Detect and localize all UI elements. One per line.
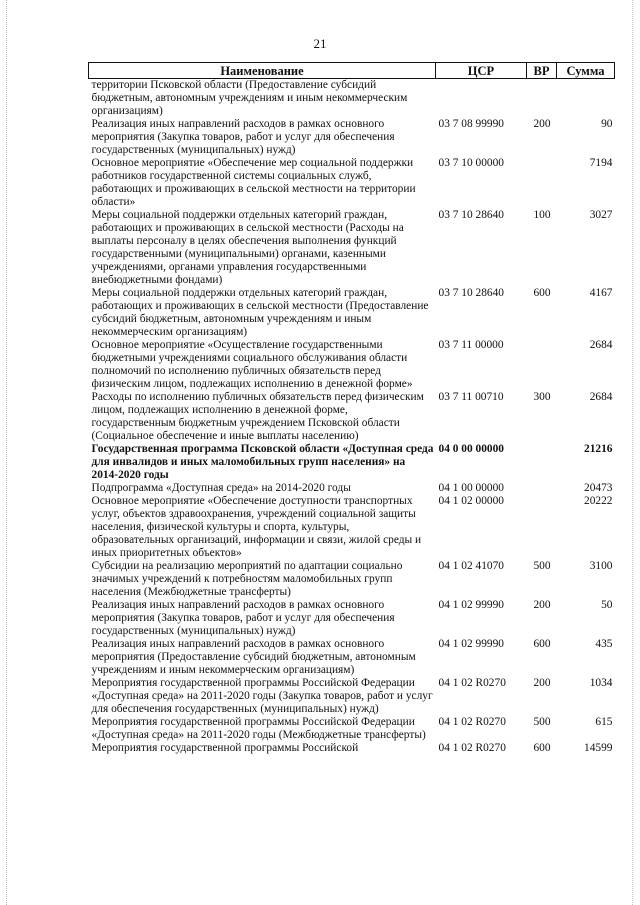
cell-sum: 2684 — [589, 391, 613, 403]
cell-csr: 03 7 08 99990 — [438, 118, 504, 130]
cell-csr: 04 1 02 R0270 — [438, 716, 506, 728]
cell-csr: 03 7 11 00710 — [438, 391, 504, 403]
cell-sum: 3100 — [589, 560, 613, 572]
cell-sum: 20222 — [584, 495, 613, 507]
table-row — [89, 287, 615, 339]
header-row — [89, 63, 615, 79]
cell-name: Расходы по исполнению публичных обязательств перед физическим лицом, подлежащих исполнению в денежной форме, государственным бюджетным учреждением Псковской области (Социальное обеспечение и иные выплаты населению) — [91, 391, 424, 442]
table-row — [89, 677, 615, 716]
cell-name: территории Псковской области (Предоставление субсидий бюджетным, автономным учреждениям и иным некоммерческим организациям) — [91, 79, 408, 117]
cell-name: Меры социальной поддержки отдельных категорий граждан, работающих и проживающих в сельской местности (Расходы на выплаты персоналу в целях обеспечения выполнения функций государственными (муниципальными) органами, казенными учреждениями, органами управления государственными внебюджетными фондами) — [91, 209, 404, 286]
table-row — [89, 209, 615, 287]
cell-csr: 04 1 02 99990 — [438, 599, 504, 611]
cell-sum: 90 — [601, 118, 613, 130]
cell-name: Подпрограмма «Доступная среда» на 2014-2020 годы — [91, 482, 351, 494]
cell-sum: 50 — [601, 599, 613, 611]
table-row — [89, 599, 615, 638]
table-row — [89, 638, 615, 677]
cell-csr: 03 7 10 00000 — [438, 157, 504, 169]
cell-vr — [527, 79, 557, 119]
cell-csr — [436, 79, 527, 119]
cell-csr: 04 0 00 00000 — [438, 443, 504, 455]
cell-name: Реализация иных направлений расходов в рамках основного мероприятия (Закупка товаров, работ и услуг для обеспечения государственных (муниципальных) нужд) — [91, 118, 395, 156]
cell-name: Мероприятия государственной программы Российской — [91, 742, 359, 754]
cell-sum: 435 — [595, 638, 613, 650]
cell-name: Основное мероприятие «Обеспечение доступности транспортных услуг, объектов здравоохранения, учреждений социальной защиты населения, физической культуры и спорта, культуры, образовательных организаций, информации и связи, жилой среды и иных приоритетных объектов» — [91, 495, 422, 559]
cell-vr: 500 — [533, 560, 551, 572]
cell-vr: 200 — [533, 677, 551, 689]
table-row — [89, 482, 615, 495]
cell-csr: 04 1 02 41070 — [438, 560, 504, 572]
table-row — [89, 391, 615, 443]
cell-vr: 600 — [533, 742, 551, 754]
table-row — [89, 716, 615, 742]
cell-sum: 20473 — [584, 482, 613, 494]
cell-vr — [527, 443, 557, 482]
page-edge-left — [6, 0, 8, 905]
cell-sum: 21216 — [584, 443, 613, 455]
table-row — [89, 443, 615, 482]
cell-vr: 500 — [533, 716, 551, 728]
cell-sum: 4167 — [589, 287, 613, 299]
table-row — [89, 157, 615, 209]
cell-sum: 14599 — [584, 742, 613, 754]
header-vr: ВР — [527, 63, 557, 79]
cell-csr: 04 1 02 99990 — [438, 638, 504, 650]
cell-vr — [527, 482, 557, 495]
cell-sum: 2684 — [589, 339, 613, 351]
cell-vr: 600 — [533, 638, 551, 650]
table-row — [89, 118, 615, 157]
cell-sum: 615 — [595, 716, 613, 728]
cell-csr: 03 7 11 00000 — [438, 339, 504, 351]
cell-vr: 200 — [533, 118, 551, 130]
cell-name: Реализация иных направлений расходов в рамках основного мероприятия (Закупка товаров, работ и услуг для обеспечения государственных (муниципальных) нужд) — [91, 599, 395, 637]
budget-table — [88, 62, 615, 755]
cell-csr: 03 7 10 28640 — [438, 287, 504, 299]
table-row — [89, 495, 615, 560]
cell-name: Меры социальной поддержки отдельных категорий граждан, работающих и проживающих в сельской местности (Предоставление субсидий бюджетным, автономным учреждениям и иным некоммерческим организациям) — [91, 287, 429, 338]
cell-name: Основное мероприятие «Обеспечение мер социальной поддержки работников государственной системы социальных служб, работающих и проживающих в сельской местности на территории области» — [91, 157, 416, 208]
table-row — [89, 339, 615, 391]
cell-csr: 03 7 10 28640 — [438, 209, 504, 221]
table-row — [89, 742, 615, 755]
cell-name: Государственная программа Псковской области «Доступная среда для инвалидов и иных маломобильных групп населения» на 2014-2020 годы — [91, 443, 434, 481]
cell-sum: 7194 — [589, 157, 613, 169]
cell-csr: 04 1 00 00000 — [438, 482, 504, 494]
cell-csr: 04 1 02 R0270 — [438, 677, 506, 689]
cell-sum — [557, 79, 615, 119]
page-number: 21 — [313, 36, 327, 51]
cell-csr: 04 1 02 00000 — [438, 495, 504, 507]
header-csr: ЦСР — [436, 63, 527, 79]
header-name: Наименование — [89, 63, 436, 79]
table-header — [89, 63, 615, 79]
cell-name: Мероприятия государственной программы Российской Федерации «Доступная среда» на 2011-2020 годы (Межбюджетные трансферты) — [91, 716, 426, 741]
cell-name: Мероприятия государственной программы Российской Федерации «Доступная среда» на 2011-2020 годы (Закупка товаров, работ и услуг для обеспечения государственных (муниципальных) нужд) — [91, 677, 433, 715]
cell-sum: 3027 — [589, 209, 613, 221]
cell-name: Реализация иных направлений расходов в рамках основного мероприятия (Предоставление субсидий бюджетным, автономным учреждениям и иным некоммерческим организациям) — [91, 638, 416, 676]
header-sum: Сумма — [557, 63, 615, 79]
cell-vr: 600 — [533, 287, 551, 299]
cell-vr — [527, 157, 557, 209]
cell-csr: 04 1 02 R0270 — [438, 742, 506, 754]
table-row — [89, 79, 615, 119]
cell-vr: 200 — [533, 599, 551, 611]
cell-name: Основное мероприятие «Осуществление государственными бюджетными учреждениями социального обслуживания области полномочий по исполнению публичных обязательств перед физическим лицом, подлежащих исполнению в денежной форме» — [91, 339, 413, 390]
cell-vr — [527, 495, 557, 560]
table-row — [89, 560, 615, 599]
cell-sum: 1034 — [589, 677, 613, 689]
table-body — [89, 79, 615, 756]
cell-vr: 100 — [533, 209, 551, 221]
cell-vr — [527, 339, 557, 391]
cell-vr: 300 — [533, 391, 551, 403]
page-edge-right — [632, 0, 634, 905]
cell-name: Субсидии на реализацию мероприятий по адаптации социально значимых учреждений к потребностям маломобильных групп населения (Межбюджетные трансферты) — [91, 560, 403, 598]
